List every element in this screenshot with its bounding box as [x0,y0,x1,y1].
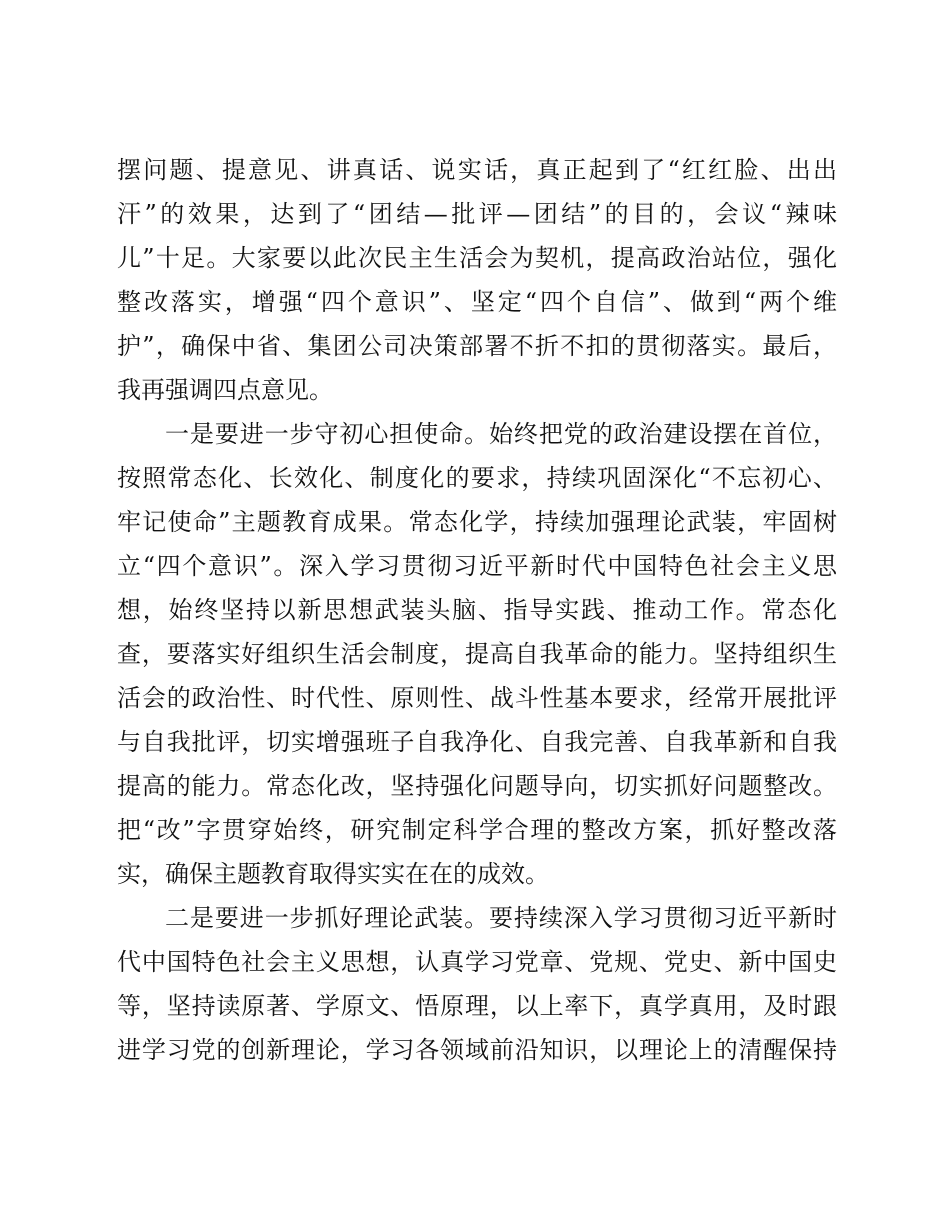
paragraph-line-5: 护”，确保中省、集团公司决策部署不折不扣的贯彻落实。最后， [117,332,837,360]
paragraph-line-8: 按照常态化、长效化、制度化的要求，持续巩固深化“不忘初心、 [117,464,837,492]
paragraph-line-20: 等，坚持读原著、学原文、悟原理，以上率下，真学真用，及时跟 [117,992,837,1020]
paragraph-line-16: 把“改”字贯穿始终，研究制定科学合理的整改方案，抓好整改落 [117,816,837,844]
paragraph-line-12: 查，要落实好组织生活会制度，提高自我革命的能力。坚持组织生 [117,640,837,668]
paragraph-line-13: 活会的政治性、时代性、原则性、战斗性基本要求，经常开展批评 [117,684,837,712]
paragraph-line-9: 牢记使命”主题教育成果。常态化学，持续加强理论武装，牢固树 [117,508,837,536]
paragraph-line-4: 整改落实，增强“四个意识”、坚定“四个自信”、做到“两个维 [117,288,837,316]
paragraph-line-15: 提高的能力。常态化改，坚持强化问题导向，切实抓好问题整改。 [117,772,837,800]
paragraph-line-3: 儿”十足。大家要以此次民主生活会为契机，提高政治站位，强化 [117,244,837,272]
paragraph-line-19: 代中国特色社会主义思想，认真学习党章、党规、党史、新中国史 [117,948,837,976]
paragraph-line-21: 进学习党的创新理论，学习各领域前沿知识，以理论上的清醒保持 [117,1036,837,1064]
paragraph-line-1: 摆问题、提意见、讲真话、说实话，真正起到了“红红脸、出出 [117,156,837,184]
paragraph-line-2: 汗”的效果，达到了“团结—批评—团结”的目的，会议“辣味 [117,200,837,228]
paragraph-line-18: 二是要进一步抓好理论武装。要持续深入学习贯彻习近平新时 [165,904,837,932]
paragraph-line-11: 想，始终坚持以新思想武装头脑、指导实践、推动工作。常态化 [117,596,837,624]
paragraph-line-17: 实，确保主题教育取得实实在在的成效。 [117,860,549,888]
paragraph-line-7: 一是要进一步守初心担使命。始终把党的政治建设摆在首位， [165,420,837,448]
paragraph-line-14: 与自我批评，切实增强班子自我净化、自我完善、自我革新和自我 [117,728,837,756]
paragraph-line-6: 我再强调四点意见。 [117,376,333,404]
paragraph-line-10: 立“四个意识”。深入学习贯彻习近平新时代中国特色社会主义思 [117,552,837,580]
